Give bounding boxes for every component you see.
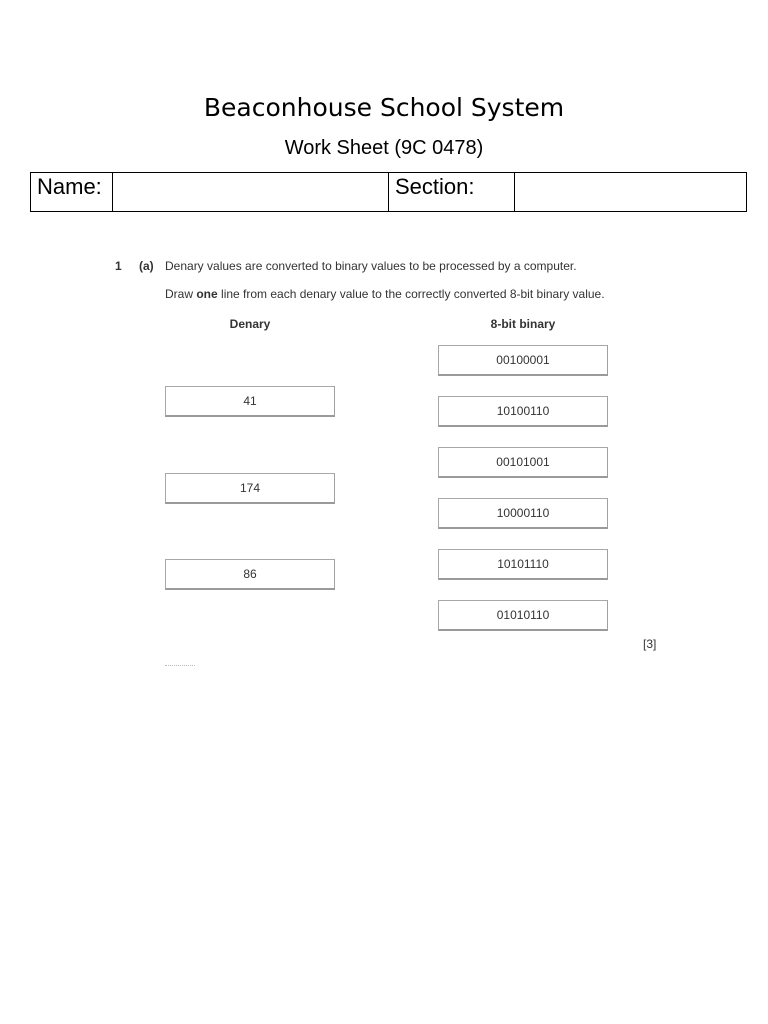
binary-box[interactable]: 10100110 [438, 396, 608, 427]
question-number: 1 [115, 259, 122, 273]
binary-box[interactable]: 00100001 [438, 345, 608, 376]
student-info-row [31, 173, 747, 212]
question-instruction [165, 287, 605, 301]
binary-heading: 8-bit binary [490, 317, 556, 331]
instruction-emphasis: one [196, 287, 218, 301]
question-intro: Denary values are converted to binary values to be processed by a computer. [165, 259, 577, 273]
name-field[interactable] [113, 173, 389, 212]
worksheet-subtitle: Work Sheet (9C 0478) [284, 137, 484, 159]
instruction-start: Draw [165, 287, 197, 301]
binary-box[interactable]: 10101110 [438, 549, 608, 580]
marks-label: [3] [643, 637, 657, 651]
binary-box[interactable]: 00101001 [438, 447, 608, 478]
denary-heading: Denary [229, 317, 271, 331]
section-label: Section: [389, 173, 515, 212]
student-info-table [30, 172, 747, 212]
cropped-edge-mark [165, 665, 195, 669]
denary-box[interactable]: 86 [165, 559, 335, 590]
name-label: Name: [31, 173, 113, 212]
binary-box[interactable]: 01010110 [438, 600, 608, 631]
instruction-end: line from each denary value to the correctly converted 8-bit binary value. [217, 287, 605, 301]
question-1a [0, 255, 768, 675]
binary-box[interactable]: 10000110 [438, 498, 608, 529]
denary-box[interactable]: 174 [165, 473, 335, 504]
school-title: Beaconhouse School System [203, 93, 565, 122]
denary-box[interactable]: 41 [165, 386, 335, 417]
section-field[interactable] [515, 173, 747, 212]
question-part: (a) [139, 259, 154, 273]
